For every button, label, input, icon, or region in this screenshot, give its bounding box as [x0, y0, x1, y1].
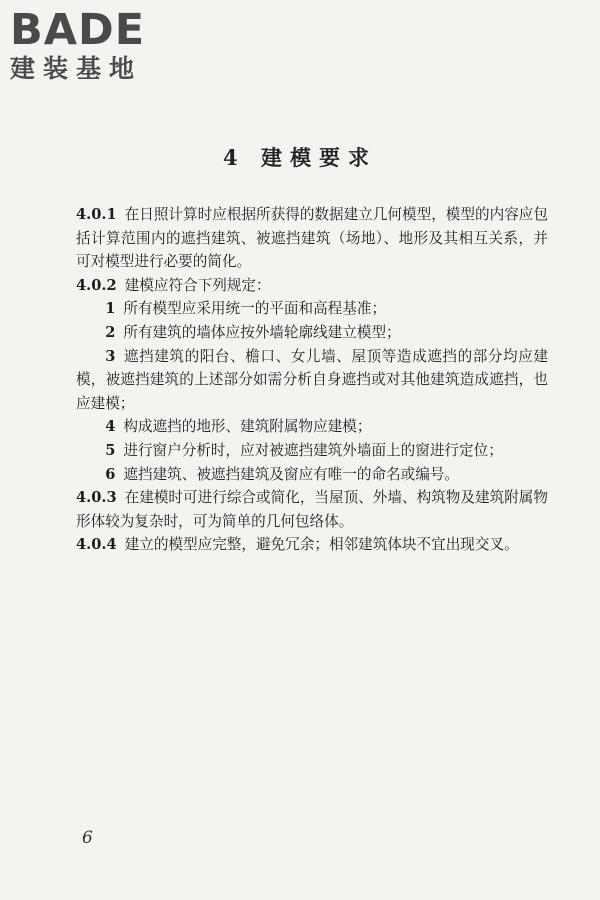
item-number: 4: [105, 418, 116, 436]
item-number: 5: [105, 441, 116, 459]
clause-text: 在建模时可进行综合或简化，当屋顶、外墙、构筑物及建筑附属物形体较为复杂时，可为简单的几何包络体。: [76, 489, 548, 530]
clause-4-0-3: [76, 486, 548, 533]
chapter-title: 4 建模要求: [223, 145, 377, 170]
item-text: 构成遮挡的地形、建筑附属物应建模；: [123, 418, 372, 436]
item-text: 进行窗户分析时，应对被遮挡建筑外墙面上的窗进行定位；: [123, 441, 503, 459]
clause-number: 4.0.2: [76, 276, 117, 294]
clause-text: 建模应符合下列规定：: [124, 276, 271, 294]
list-item: [76, 321, 548, 345]
item-text: 遮挡建筑、被遮挡建筑及窗应有唯一的命名或编号。: [123, 465, 460, 483]
item-number: 3: [105, 347, 116, 365]
clause-number: 4.0.3: [76, 489, 117, 507]
logo-wordmark: BADE: [10, 5, 146, 55]
list-item: [76, 439, 548, 463]
item-number: 6: [105, 465, 116, 483]
list-item: [76, 463, 548, 487]
list-item: [76, 297, 548, 321]
item-text: 所有建筑的墙体应按外墙轮廓线建立模型；: [123, 323, 401, 341]
item-number: 1: [105, 300, 116, 318]
clause-body: [76, 203, 548, 557]
logo-subtitle: 建装基地: [10, 54, 143, 83]
bade-logo: [10, 6, 175, 84]
page-number: 6: [82, 828, 93, 848]
clause-text: 建立的模型应完整，避免冗余；相邻建筑体块不宜出现交叉。: [124, 536, 519, 554]
list-item: [76, 415, 548, 439]
item-text: 遮挡建筑的阳台、檐口、女儿墙、屋顶等造成遮挡的部分均应建模，被遮挡建筑的上述部分如需分析自身遮挡或对其他建筑造成遮挡，也应建模；: [76, 347, 548, 412]
item-text: 所有模型应采用统一的平面和高程基准；: [123, 300, 387, 318]
clause-4-0-4: [76, 533, 548, 557]
clause-4-0-2: [76, 274, 548, 298]
clause-number: 4.0.4: [76, 536, 117, 554]
list-item: [76, 345, 548, 416]
clause-number: 4.0.1: [76, 206, 117, 223]
clause-text: 在日照计算时应根据所获得的数据建立几何模型，模型的内容应包括计算范围内的遮挡建筑、被遮挡建筑（场地）、地形及其相互关系，并可对模型进行必要的简化。: [76, 206, 548, 271]
item-number: 2: [105, 323, 116, 341]
clause-4-0-1: [76, 203, 548, 274]
